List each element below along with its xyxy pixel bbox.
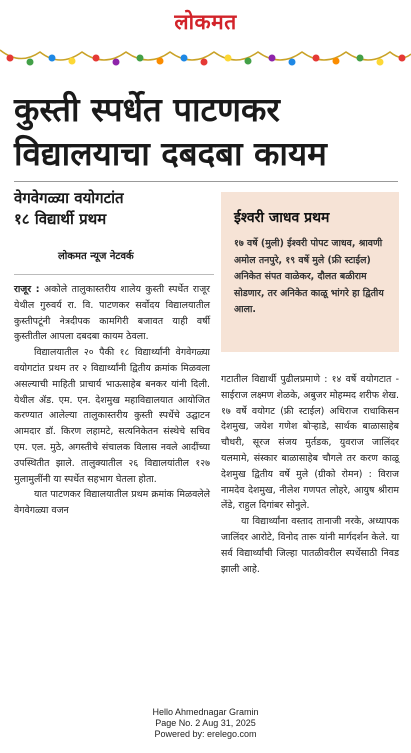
divider <box>14 274 214 275</box>
article-headline <box>14 88 404 176</box>
lokmat-logo: लोकमत <box>174 10 237 34</box>
sidebar-title: ईश्वरी जाधव प्रथम <box>234 210 330 226</box>
paragraph <box>14 282 210 345</box>
footer-edition: Hello Ahmednagar Gramin <box>152 707 259 717</box>
sidebar-box <box>221 192 399 352</box>
sidebar-text: १७ वर्षे (मुली) ईश्वरी पोपट जाधव, श्रावणी अमोल तनपुरे, १९ वर्षे मुले (फ्री स्टाईल) अनिकेत संपत वाळेकर, दौलत बळीराम सोडणार, तर अनिकेत काळू भांगरे हा द्वितीय आला. <box>234 238 384 315</box>
page-footer <box>0 707 411 740</box>
dateline: राजूर : <box>14 284 40 295</box>
article-column-1 <box>14 282 210 519</box>
footer-page-date: Page No. 2 Aug 31, 2025 <box>155 718 256 728</box>
paragraph: यात पाटणकर विद्यालयातील प्रथम क्रमांक मिळवलेले वेगवेगळ्या वजन <box>14 489 210 517</box>
festive-lights-decoration <box>0 44 411 78</box>
paragraph: या विद्यार्थ्यांना वस्ताद तानाजी नरके, अध्यापक जालिंदर आरोटे, विनोद तारू यांनी मार्गदर्शन केले. या सर्व विद्यार्थ्यांची जिल्हा पातळीवरील स्पर्धेसाठी निवड झाली आहे. <box>221 516 399 575</box>
headline-line-2: विद्यालयाचा दबदबा कायम <box>14 134 327 173</box>
divider <box>14 181 398 182</box>
paragraph: विद्यालयातील २० पैकी १८ विद्यार्थ्यांनी वेगवेगळ्या वयोगटांत प्रथम तर २ विद्यार्थ्यांनी द्वितीय क्रमांक मिळवला असल्याची माहिती प्राचार्य भाऊसाहेब बनकर यांनी दिली. येथील ॲड. एम. एन. देशमुख महाविद्यालयात आयोजित करण्यात आलेल्या तालुकास्तरीय कुस्ती स्पर्धेचे उद्घाटन आमदार डॉ. किरण लहामटे, सत्यनिकेतन संस्थेचे सचिव एम. एल. मुठे, अगस्तीचे संचालक विलास नवले आदींच्या उपस्थितीत झाले. तालुक्यातील २६ विद्यालयांतील १२७ मुलामुलींनी या स्पर्धेत सहभाग घेतला होता. <box>14 347 210 485</box>
subheadline-line-1: वेगवेगळ्या वयोगटांत <box>14 189 124 207</box>
masthead <box>0 0 411 44</box>
headline-line-1: कुस्ती स्पर्धेत पाटणकर <box>14 90 280 129</box>
article-subheadline <box>14 188 214 230</box>
subheadline-line-2: १८ विद्यार्थी प्रथम <box>14 210 107 228</box>
paragraph: गटातील विद्यार्थी पुढीलप्रमाणे : १४ वर्षे वयोगटात - साईराज लक्ष्मण शेळके, अबुजर मोहम्मद शरीफ शेख. १७ वर्षे वयोगट (फ्री स्टाईल) अधिराज राधाकिसन देशमुख, जयेश गणेश बोऱ्हाडे, सार्थक बाळासाहेब चौधरी, सूरज संजय मुर्तडक, युवराज जालिंदर यलमामे, संस्कार बाळासाहेब चौगले तर करण काळू देशमुख द्वितीय वर्षे मुले (ग्रीको रोमन) : विराज नामदेव देशमुख, नीलेश गणपत लोहरे, आयुष श्रीराम लेंडे, राहुल दिगांबर सोनुले. <box>221 374 399 512</box>
footer-powered-by: Powered by: erelego.com <box>154 729 257 739</box>
paragraph-text: अकोले तालुकास्तरीय शालेय कुस्ती स्पर्धेत राजूर येथील गुरुवर्य रा. वि. पाटणकर सर्वोदय विद्यालयातील कुस्तीपटूंनी नेत्रदीपक कामगिरी बजावत याही वर्षी कुस्तीतील आपला दबदबा कायम ठेवला. <box>14 284 210 343</box>
article-column-2 <box>221 372 399 577</box>
byline: लोकमत न्यूज नेटवर्क <box>58 251 134 262</box>
